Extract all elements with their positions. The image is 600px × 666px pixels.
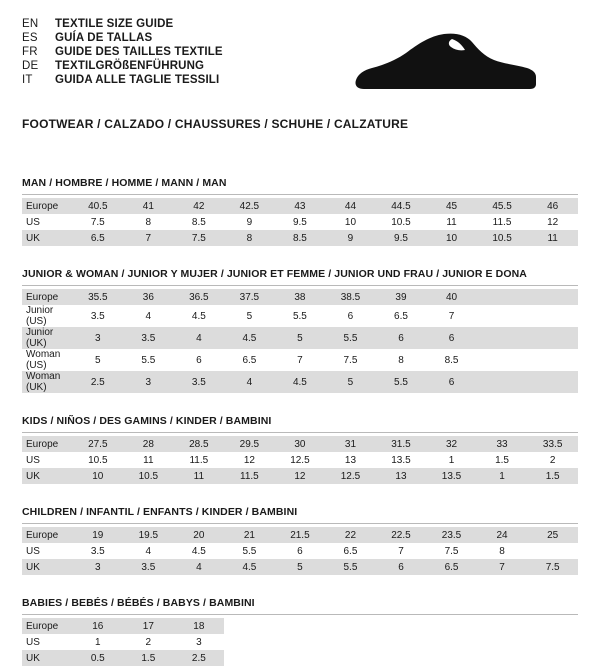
table-row bbox=[22, 198, 578, 214]
cell-empty bbox=[527, 650, 578, 666]
cell-empty bbox=[376, 618, 427, 634]
table-title: BABIES / BEBÉS / BÉBÉS / BABYS / BAMBINI bbox=[22, 597, 578, 615]
cell: 6.5 bbox=[376, 305, 427, 327]
table-row bbox=[22, 468, 578, 484]
cell: 6 bbox=[376, 559, 427, 575]
cell-empty bbox=[224, 634, 275, 650]
row-label: UK bbox=[22, 468, 73, 484]
row-label: US bbox=[22, 634, 73, 650]
cell: 27.5 bbox=[73, 436, 124, 452]
cell: 36.5 bbox=[174, 289, 225, 305]
cell: 10 bbox=[426, 230, 477, 246]
cell: 45 bbox=[426, 198, 477, 214]
language-row bbox=[22, 74, 223, 86]
cell: 7.5 bbox=[73, 214, 124, 230]
table-row bbox=[22, 214, 578, 230]
cell: 23.5 bbox=[426, 527, 477, 543]
row-label: UK bbox=[22, 230, 73, 246]
row-label: Europe bbox=[22, 198, 73, 214]
row-label: Junior (UK) bbox=[22, 327, 73, 349]
cell: 10.5 bbox=[73, 452, 124, 468]
table-row bbox=[22, 559, 578, 575]
size-table-man bbox=[22, 195, 578, 246]
cell bbox=[527, 349, 578, 371]
table-block-kids bbox=[22, 415, 578, 484]
cell: 21.5 bbox=[275, 527, 326, 543]
cell-empty bbox=[477, 634, 528, 650]
language-code: EN bbox=[22, 18, 39, 30]
cell: 7 bbox=[477, 559, 528, 575]
cell: 11 bbox=[527, 230, 578, 246]
language-title: GUIDE DES TAILLES TEXTILE bbox=[55, 46, 223, 58]
cell: 3 bbox=[73, 559, 124, 575]
language-row bbox=[22, 46, 223, 58]
cell: 30 bbox=[275, 436, 326, 452]
cell: 8 bbox=[376, 349, 427, 371]
cell-empty bbox=[275, 634, 326, 650]
table-block-babies bbox=[22, 597, 578, 666]
cell: 6 bbox=[426, 327, 477, 349]
cell: 10.5 bbox=[376, 214, 427, 230]
cell: 4.5 bbox=[224, 327, 275, 349]
cell: 1.5 bbox=[477, 452, 528, 468]
cell: 13 bbox=[376, 468, 427, 484]
cell: 46 bbox=[527, 198, 578, 214]
cell: 7 bbox=[275, 349, 326, 371]
cell: 38.5 bbox=[325, 289, 376, 305]
cell: 20 bbox=[174, 527, 225, 543]
row-label: US bbox=[22, 214, 73, 230]
cell: 16 bbox=[73, 618, 124, 634]
cell: 33.5 bbox=[527, 436, 578, 452]
language-row bbox=[22, 18, 223, 30]
size-table-junior-woman bbox=[22, 286, 578, 393]
cell: 5 bbox=[224, 305, 275, 327]
cell: 4 bbox=[174, 327, 225, 349]
cell: 12 bbox=[275, 468, 326, 484]
cell: 21 bbox=[224, 527, 275, 543]
cell: 9 bbox=[224, 214, 275, 230]
cell: 6 bbox=[174, 349, 225, 371]
cell: 2 bbox=[123, 634, 174, 650]
cell: 3.5 bbox=[174, 371, 225, 393]
row-label: US bbox=[22, 543, 73, 559]
table-title: JUNIOR & WOMAN / JUNIOR Y MUJER / JUNIOR ET FEMME / JUNIOR UND FRAU / JUNIOR E DONA bbox=[22, 268, 578, 286]
cell: 7 bbox=[123, 230, 174, 246]
cell: 8.5 bbox=[275, 230, 326, 246]
table-row bbox=[22, 650, 578, 666]
cell bbox=[477, 289, 528, 305]
cell-empty bbox=[224, 618, 275, 634]
cell: 11 bbox=[426, 214, 477, 230]
row-label: UK bbox=[22, 559, 73, 575]
cell bbox=[477, 327, 528, 349]
row-label: Woman (US) bbox=[22, 349, 73, 371]
cell bbox=[527, 371, 578, 393]
row-label: Woman (UK) bbox=[22, 371, 73, 393]
cell: 7 bbox=[426, 305, 477, 327]
cell: 44.5 bbox=[376, 198, 427, 214]
table-title: KIDS / NIÑOS / DES GAMINS / KINDER / BAMBINI bbox=[22, 415, 578, 433]
cell bbox=[477, 371, 528, 393]
cell: 28.5 bbox=[174, 436, 225, 452]
table-row bbox=[22, 327, 578, 349]
cell: 12.5 bbox=[275, 452, 326, 468]
footwear-section-title: FOOTWEAR / CALZADO / CHAUSSURES / SCHUHE / CALZATURE bbox=[22, 117, 409, 131]
cell: 31 bbox=[325, 436, 376, 452]
cell: 19.5 bbox=[123, 527, 174, 543]
cell: 31.5 bbox=[376, 436, 427, 452]
table-title: CHILDREN / INFANTIL / ENFANTS / KINDER / BAMBINI bbox=[22, 506, 578, 524]
cell: 9.5 bbox=[376, 230, 427, 246]
cell: 45.5 bbox=[477, 198, 528, 214]
cell: 5 bbox=[275, 559, 326, 575]
cell: 5.5 bbox=[325, 327, 376, 349]
cell: 0.5 bbox=[73, 650, 124, 666]
cell: 4 bbox=[123, 543, 174, 559]
cell: 3 bbox=[73, 327, 124, 349]
cell bbox=[527, 305, 578, 327]
cell: 22 bbox=[325, 527, 376, 543]
cell: 5.5 bbox=[275, 305, 326, 327]
cell: 6 bbox=[426, 371, 477, 393]
language-code: FR bbox=[22, 46, 38, 58]
language-title: TEXTILGRÖßENFÜHRUNG bbox=[55, 60, 205, 72]
cell: 13.5 bbox=[426, 468, 477, 484]
row-label: Junior (US) bbox=[22, 305, 73, 327]
language-title: GUÍA DE TALLAS bbox=[55, 32, 153, 44]
cell: 42.5 bbox=[224, 198, 275, 214]
size-table-children bbox=[22, 524, 578, 575]
language-row bbox=[22, 60, 223, 72]
language-code: IT bbox=[22, 74, 33, 86]
cell-empty bbox=[527, 634, 578, 650]
cell: 5.5 bbox=[123, 349, 174, 371]
cell: 1 bbox=[426, 452, 477, 468]
cell: 24 bbox=[477, 527, 528, 543]
cell: 13.5 bbox=[376, 452, 427, 468]
table-row bbox=[22, 527, 578, 543]
cell bbox=[477, 305, 528, 327]
language-title: GUIDA ALLE TAGLIE TESSILI bbox=[55, 74, 220, 86]
cell: 43 bbox=[275, 198, 326, 214]
table-row bbox=[22, 436, 578, 452]
cell: 3 bbox=[123, 371, 174, 393]
cell: 10.5 bbox=[123, 468, 174, 484]
cell: 13 bbox=[325, 452, 376, 468]
size-table-babies bbox=[22, 615, 578, 666]
cell: 7.5 bbox=[527, 559, 578, 575]
table-row bbox=[22, 543, 578, 559]
cell: 22.5 bbox=[376, 527, 427, 543]
cell: 4 bbox=[174, 559, 225, 575]
cell: 40.5 bbox=[73, 198, 124, 214]
cell: 8 bbox=[224, 230, 275, 246]
cell: 11.5 bbox=[477, 214, 528, 230]
language-code: ES bbox=[22, 32, 38, 44]
cell: 6 bbox=[325, 305, 376, 327]
cell: 1 bbox=[477, 468, 528, 484]
cell-empty bbox=[275, 618, 326, 634]
cell: 44 bbox=[325, 198, 376, 214]
cell-empty bbox=[325, 618, 376, 634]
cell-empty bbox=[477, 650, 528, 666]
cell: 29.5 bbox=[224, 436, 275, 452]
cell: 12 bbox=[224, 452, 275, 468]
table-row bbox=[22, 349, 578, 371]
row-label: Europe bbox=[22, 618, 73, 634]
cell-empty bbox=[527, 618, 578, 634]
cell: 33 bbox=[477, 436, 528, 452]
cell-empty bbox=[477, 618, 528, 634]
cell: 8 bbox=[123, 214, 174, 230]
cell: 38 bbox=[275, 289, 326, 305]
cell bbox=[527, 327, 578, 349]
cell: 7.5 bbox=[325, 349, 376, 371]
cell: 36 bbox=[123, 289, 174, 305]
cell: 6.5 bbox=[224, 349, 275, 371]
cell bbox=[477, 349, 528, 371]
cell: 11.5 bbox=[174, 452, 225, 468]
cell: 40 bbox=[426, 289, 477, 305]
cell-empty bbox=[426, 650, 477, 666]
cell bbox=[527, 543, 578, 559]
cell: 5 bbox=[325, 371, 376, 393]
table-row bbox=[22, 305, 578, 327]
cell-empty bbox=[426, 634, 477, 650]
table-row bbox=[22, 289, 578, 305]
cell: 11.5 bbox=[224, 468, 275, 484]
cell: 3.5 bbox=[73, 543, 124, 559]
cell-empty bbox=[376, 634, 427, 650]
cell: 3 bbox=[174, 634, 225, 650]
row-label: Europe bbox=[22, 289, 73, 305]
table-block-junior-woman bbox=[22, 268, 578, 393]
cell bbox=[527, 289, 578, 305]
cell: 17 bbox=[123, 618, 174, 634]
cell: 28 bbox=[123, 436, 174, 452]
cell: 4.5 bbox=[174, 305, 225, 327]
cell: 4.5 bbox=[275, 371, 326, 393]
cell: 35.5 bbox=[73, 289, 124, 305]
cell: 5 bbox=[73, 349, 124, 371]
cell: 11 bbox=[174, 468, 225, 484]
cell: 12 bbox=[527, 214, 578, 230]
table-row bbox=[22, 618, 578, 634]
cell-empty bbox=[376, 650, 427, 666]
cell: 4 bbox=[224, 371, 275, 393]
cell: 5 bbox=[275, 327, 326, 349]
cell: 3.5 bbox=[73, 305, 124, 327]
cell: 10.5 bbox=[477, 230, 528, 246]
cell: 7 bbox=[376, 543, 427, 559]
cell: 32 bbox=[426, 436, 477, 452]
cell: 2.5 bbox=[174, 650, 225, 666]
language-row bbox=[22, 32, 223, 44]
language-title-list bbox=[22, 18, 223, 86]
cell: 4.5 bbox=[174, 543, 225, 559]
cell: 39 bbox=[376, 289, 427, 305]
cell: 5.5 bbox=[224, 543, 275, 559]
cell: 6.5 bbox=[325, 543, 376, 559]
cell: 2 bbox=[527, 452, 578, 468]
cell: 10 bbox=[325, 214, 376, 230]
cell: 6 bbox=[275, 543, 326, 559]
cell: 3.5 bbox=[123, 327, 174, 349]
cell-empty bbox=[426, 618, 477, 634]
row-label: UK bbox=[22, 650, 73, 666]
cell: 5.5 bbox=[376, 371, 427, 393]
cell: 5.5 bbox=[325, 559, 376, 575]
cell: 1 bbox=[73, 634, 124, 650]
table-block-man bbox=[22, 177, 578, 246]
cell: 18 bbox=[174, 618, 225, 634]
cell: 11 bbox=[123, 452, 174, 468]
cell: 8.5 bbox=[426, 349, 477, 371]
table-row bbox=[22, 371, 578, 393]
cell-empty bbox=[325, 634, 376, 650]
cell: 1.5 bbox=[123, 650, 174, 666]
cell: 1.5 bbox=[527, 468, 578, 484]
cell: 4.5 bbox=[224, 559, 275, 575]
cell: 42 bbox=[174, 198, 225, 214]
cell: 6 bbox=[376, 327, 427, 349]
cell: 8.5 bbox=[174, 214, 225, 230]
cell: 37.5 bbox=[224, 289, 275, 305]
cell: 6.5 bbox=[73, 230, 124, 246]
table-title: MAN / HOMBRE / HOMME / MANN / MAN bbox=[22, 177, 578, 195]
cell: 3.5 bbox=[123, 559, 174, 575]
cell: 9 bbox=[325, 230, 376, 246]
cell: 7.5 bbox=[426, 543, 477, 559]
dress-shoe-icon bbox=[348, 32, 538, 99]
cell: 2.5 bbox=[73, 371, 124, 393]
cell-empty bbox=[224, 650, 275, 666]
page-header bbox=[22, 18, 578, 99]
row-label: Europe bbox=[22, 527, 73, 543]
cell: 41 bbox=[123, 198, 174, 214]
row-label: Europe bbox=[22, 436, 73, 452]
cell: 4 bbox=[123, 305, 174, 327]
size-table-kids bbox=[22, 433, 578, 484]
table-block-children bbox=[22, 506, 578, 575]
table-row bbox=[22, 634, 578, 650]
row-label: US bbox=[22, 452, 73, 468]
cell: 9.5 bbox=[275, 214, 326, 230]
table-row bbox=[22, 230, 578, 246]
cell: 12.5 bbox=[325, 468, 376, 484]
cell: 10 bbox=[73, 468, 124, 484]
language-code: DE bbox=[22, 60, 39, 72]
cell: 7.5 bbox=[174, 230, 225, 246]
cell: 8 bbox=[477, 543, 528, 559]
cell-empty bbox=[275, 650, 326, 666]
table-row bbox=[22, 452, 578, 468]
language-title: TEXTILE SIZE GUIDE bbox=[55, 18, 174, 30]
cell: 19 bbox=[73, 527, 124, 543]
cell-empty bbox=[325, 650, 376, 666]
cell: 6.5 bbox=[426, 559, 477, 575]
cell: 25 bbox=[527, 527, 578, 543]
